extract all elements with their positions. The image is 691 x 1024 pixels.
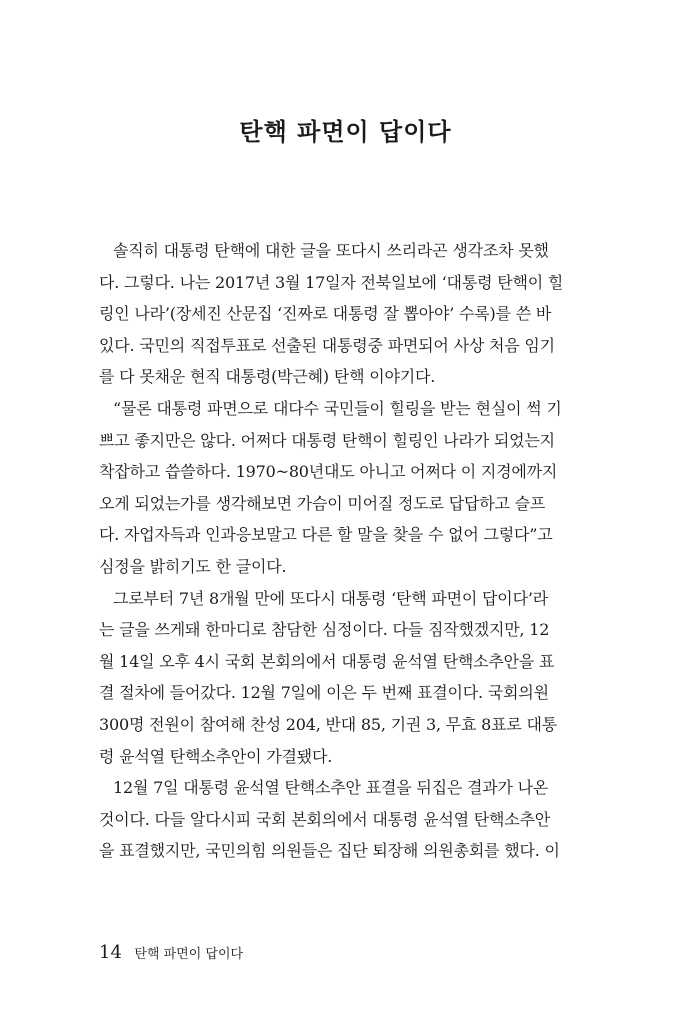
- page-title: 탄핵 파면이 답이다: [239, 118, 452, 146]
- text-line: 을 표결했지만, 국민의힘 의원들은 집단 퇴장해 의원총회를 했다. 이: [99, 841, 560, 861]
- text-line: 것이다. 다들 알다시피 국회 본회의에서 대통령 윤석열 탄핵소추안: [99, 809, 551, 829]
- text-line: 를 다 못채운 현직 대통령(박근혜) 탄핵 이야기다.: [99, 367, 436, 387]
- text-line: 심정을 밝히기도 한 글이다.: [99, 556, 287, 576]
- text-line: 솔직히 대통령 탄핵에 대한 글을 또다시 쓰리라곤 생각조차 못했: [113, 241, 549, 260]
- text-line: 착잡하고 씁쓸하다. 1970~80년대도 아니고 어쩌다 이 지경에까지: [99, 462, 558, 482]
- text-line: 300명 전원이 참여해 찬성 204, 반대 85, 기권 3, 무효 8표로 대통: [99, 714, 558, 734]
- text-line: “물론 대통령 파면으로 대다수 국민들이 힐링을 받는 현실이 썩 기: [113, 398, 562, 418]
- page-footer: [99, 942, 243, 963]
- text-line: 는 글을 쓰게돼 한마디로 참담한 심정이다. 다들 짐작했겠지만, 12: [99, 620, 550, 640]
- text-line: 쁘고 좋지만은 않다. 어쩌다 대통령 탄핵이 힐링인 나라가 되었는지: [99, 430, 555, 450]
- text-line: 오게 되었는가를 생각해보면 가슴이 미어질 정도로 답답하고 슬프: [99, 493, 546, 513]
- text-line: 링인 나라’(장세진 산문집 ‘진짜로 대통령 잘 뽑아야’ 수록)를 쓴 바: [99, 304, 552, 324]
- page-number: 14: [99, 942, 122, 963]
- running-title: 탄핵 파면이 답이다: [134, 947, 244, 962]
- body-text: [99, 235, 586, 867]
- text-line: 그로부터 7년 8개월 만에 또다시 대통령 ‘탄핵 파면이 답이다’라: [113, 588, 548, 608]
- text-line: 있다. 국민의 직접투표로 선출된 대통령중 파면되어 사상 처음 임기: [99, 335, 555, 355]
- text-line: 다. 자업자득과 인과응보말고 다른 할 말을 찾을 수 없어 그렇다”고: [99, 525, 553, 545]
- text-line: 령 윤석열 탄핵소추안이 가결됐다.: [99, 746, 333, 766]
- text-line: 12월 7일 대통령 윤석열 탄핵소추안 표결을 뒤집은 결과가 나온: [113, 778, 549, 798]
- text-line: 결 절차에 들어갔다. 12월 7일에 이은 두 번째 표결이다. 국회의원: [99, 683, 549, 703]
- text-line: 월 14일 오후 4시 국회 본회의에서 대통령 윤석열 탄핵소추안을 표: [99, 651, 555, 671]
- text-line: 다. 그렇다. 나는 2017년 3월 17일자 전북일보에 ‘대통령 탄핵이 힐: [99, 272, 564, 292]
